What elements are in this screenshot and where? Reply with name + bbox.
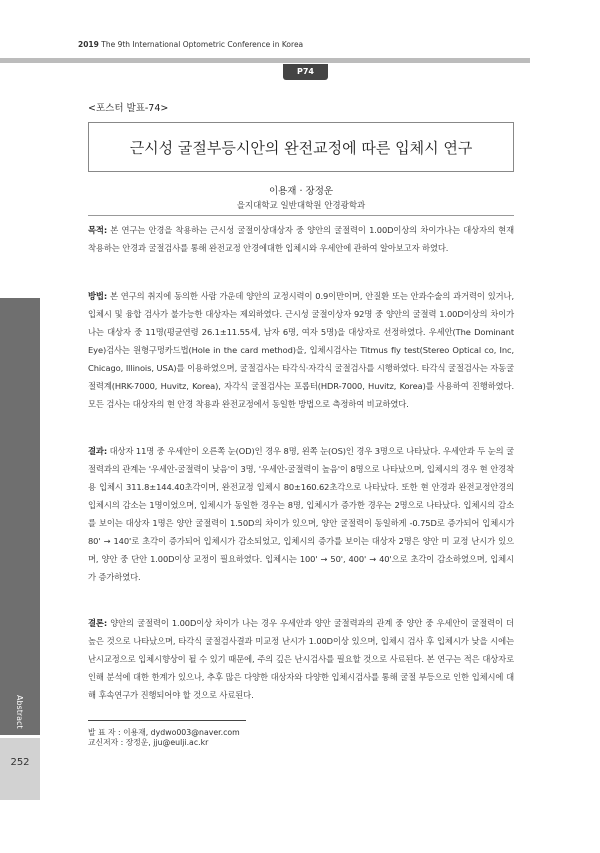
section-purpose — [88, 221, 514, 257]
section-result — [88, 442, 514, 586]
section-divider — [88, 215, 514, 216]
corresponding-author-contact: 교신저자 : 장정운, jju@eulji.ac.kr — [88, 738, 209, 747]
page-number: 252 — [10, 757, 30, 768]
purpose-label: 목적: — [88, 225, 108, 235]
authors: 이용재 · 장정운 — [268, 186, 334, 197]
section-conclusion — [88, 614, 514, 704]
page-number-box — [0, 738, 40, 800]
conference-year: 2019 — [78, 40, 99, 49]
affiliation: 을지대학교 일반대학원 안경광학과 — [236, 201, 366, 211]
method-text: 본 연구의 취지에 동의한 사람 가운데 양안의 교정시력이 0.9이만이며, 안질환 또는 안과수술의 과거력이 있거나, 입체시 및 융합 검사가 불가능한 대상자는 제외하였다. 근시성 굴절이상자 92명 중 양안의 굴절력 1.00D이상의 차이가나는 대상자 중 11명(평균연령 26.1±11.55세, 남자 6명, 여자 5명)을 대상자로 선정하였다. 우세안(The Dominant Eye)검사는 원형구멍카드법(Hole in the card method)을, 입체시검사는 Titmus fly test(Stereo Optical co, Inc, Chicago, Illinois, USA)를 이용하였으며, 굴절검사는 타각식·자각식 굴절검사를 시행하였다. 타각식 굴절검사는 자동굴절력계(HRK-7000, Huvitz, Korea), 자각식 굴절검사는 포롭터(HDR-7000, Huvitz, Korea)를 사용하여 진행하였다. 모든 검사는 대상자의 현 안경 착용과 완전교정에서 동일한 방법으로 측정하여 비교하였다. — [88, 291, 514, 409]
conference-header — [78, 40, 303, 49]
paper-title — [88, 122, 514, 172]
result-text: 대상자 11명 중 우세안이 오른쪽 눈(OD)인 경우 8명, 왼쪽 눈(OS)인 경우 3명으로 나타났다. 우세안과 두 눈의 굴절력과의 관계는 '우세안-굴절력이 낮음'이 3명, '우세안-굴절력이 높음'이 8명으로 나타났으며, 입체시의 경우 현 안경착용 입체시 311.8±144.40초각이며, 완전교정 입체시 80±160.62초각으로 나타났다. 또한 현 안경과 완전교정안경의 입체시의 감소는 1명이었으며, 입체시가 동일한 경우는 8명, 입체시가 증가한 경우는 2명으로 나타났다. 입체시의 감소를 보이는 대상자 1명은 양안 굴절력이 1.50D의 차이가 있으며, 양안 굴절력이 동일하게 -0.75D로 증가되어 입체시가 80' → 140'로 초각이 증가되어 입체시가 감소되었고, 입체시의 증가를 보이는 대상자 2명은 양안 미 교정 난시가 있으며, 양안 중 단안 1.00D이상 교정이 필요하였다. 입체시는 100' → 50', 400' → 40'으로 초각이 감소하였으며, 입체시가 증가하였다. — [88, 446, 514, 582]
conclusion-label: 결론: — [88, 618, 108, 628]
header-rule — [0, 58, 530, 63]
paper-title-text: 근시성 굴절부등시안의 완전교정에 따른 입체시 연구 — [129, 138, 473, 157]
poster-number-badge: P74 — [283, 64, 328, 80]
section-method — [88, 287, 514, 413]
presenter-contact: 발 표 자 : 이용재, dydwo003@naver.com — [88, 728, 240, 737]
purpose-text: 본 연구는 안경을 착용하는 근시성 굴절이상대상자 중 양안의 굴절력이 1.00D이상의 차이가나는 대상자의 현재 착용하는 안경과 굴절검사를 통해 완전교정 안경에대한 입체시와 우세안에 관하여 알아보고자 하였다. — [88, 225, 514, 253]
result-label: 결과: — [88, 446, 108, 456]
conclusion-text: 양안의 굴절력이 1.00D이상 차이가 나는 경우 우세안과 양안 굴절력과의 관계 중 양안 중 우세안이 굴절력이 더 높은 것으로 나타났으며, 타각식 굴절검사결과 미교정 난시가 1.00D이상 있으며, 입체시 검사 후 입체시가 낮을 시에는 난시교정으로 입체시향상이 될 수 있기 때문에, 주의 깊은 난시검사를 필요할 것으로 사료된다. 본 연구는 적은 대상자로 인해 분석에 대한 한계가 있으나, 추후 많은 다양한 대상자와 다양한 입체시검사를 통해 굴절 부등으로 인한 입체시에 대해 후속연구가 진행되어야 할 것으로 사료된다. — [88, 618, 514, 700]
footnote-rule — [88, 720, 246, 721]
method-label: 방법: — [88, 291, 108, 301]
conference-name: The 9th International Optometric Conference in Korea — [101, 40, 304, 49]
side-tab — [0, 298, 40, 735]
poster-label: <포스터 발표-74> — [88, 103, 169, 114]
side-tab-label: Abstract — [15, 695, 24, 729]
